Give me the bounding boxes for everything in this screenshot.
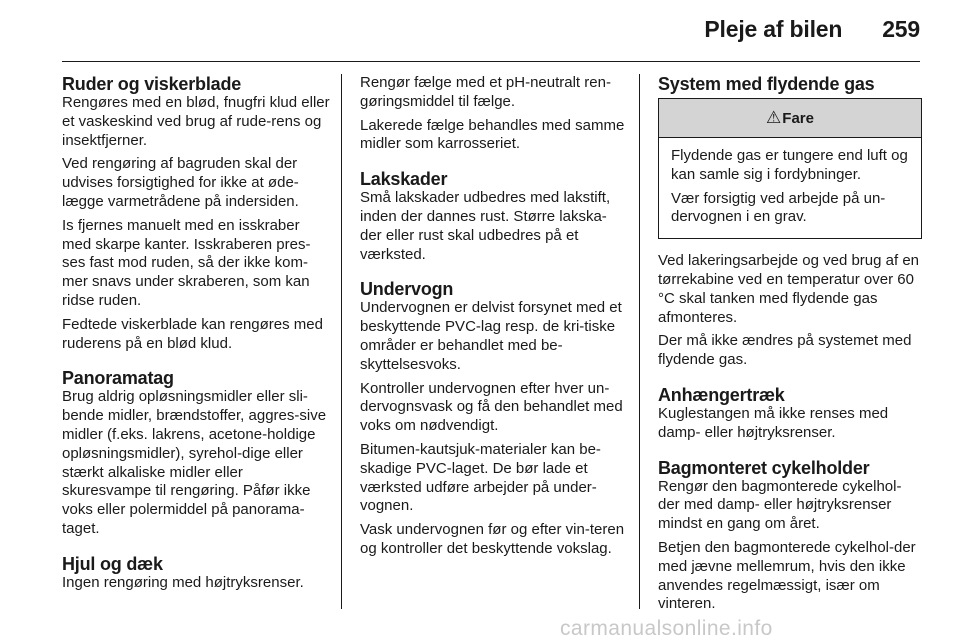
- warning-body: [659, 138, 921, 238]
- paragraph: Ved rengøring af bagruden skal der udvises forsigtighed for ikke at øde-lægge varmetrådene på indersiden.: [62, 155, 299, 210]
- paragraph: Ingen rengøring med højtryksrenser.: [62, 573, 304, 591]
- section-heading: Hjul og dæk: [62, 553, 163, 574]
- section-heading: Undervogn: [360, 279, 454, 300]
- section-undervogn: [360, 279, 628, 558]
- section-heading: Ruder og viskerblade: [62, 74, 242, 94]
- section-hjul-og-daek: [62, 554, 330, 593]
- paragraph: Betjen den bagmonterede cykelhol-der med jævne mellemrum, hvis den ikke anvendes regelmæssigt, især om vinteren.: [658, 538, 916, 613]
- column-2: [360, 74, 628, 574]
- paragraph: Bitumen-kautsjuk-materialer kan be-skadige PVC-laget. De bør lade et værksted udføre arbejder på under-vognen.: [360, 440, 601, 515]
- section-faelge-intro: [360, 74, 628, 154]
- paragraph: Is fjernes manuelt med en isskraber med skarpe kanter. Isskraberen pres-ses fast mod ruden, så der ikke kom-mer snavs under skraberen, som kan ridse ruden.: [62, 216, 311, 309]
- column-divider-2: [639, 74, 640, 609]
- paragraph: Brug aldrig opløsningsmidler eller sli-bende midler, brændstoffer, aggres-sive midler (f.eks. lakrens, acetone-holdige opløsningsmidler), syrehol-dige eller stærkt alkaliske midler eller skuresvampe til rengøring. Påfør ikke voks eller polermiddel på panorama-taget.: [62, 388, 327, 537]
- column-3: [658, 74, 922, 629]
- warning-paragraph: Vær forsigtig ved arbejde på un-dervognen i en grav.: [671, 189, 886, 226]
- section-lakskader: [360, 169, 628, 264]
- watermark: carmanualsonline.info: [560, 617, 773, 640]
- paragraph: Fedtede viskerblade kan rengøres med ruderens på en blød klud.: [62, 315, 323, 352]
- danger-warning-box: [658, 98, 922, 239]
- page-number: 259: [882, 16, 920, 42]
- section-heading: Panoramatag: [62, 368, 174, 389]
- section-cykelholder: [658, 458, 922, 615]
- warning-paragraph: Flydende gas er tungere end luft og kan samle sig i fordybninger.: [671, 147, 908, 183]
- column-divider-1: [341, 74, 342, 609]
- paragraph: Rengøres med en blød, fnugfri klud eller et vaskeskind ved brug af rude-rens og insektfjerner.: [62, 94, 330, 149]
- section-heading: Lakskader: [360, 169, 448, 190]
- section-panoramatag: [62, 368, 330, 538]
- paragraph: Ved lakeringsarbejde og ved brug af en tørrekabine ved en temperatur over 60 °C skal tanken med flydende gas afmonteres.: [658, 252, 920, 326]
- paragraph: Rengør den bagmonterede cykelhol-der med damp- eller højtryksrenser mindst en gang om året.: [658, 477, 902, 533]
- paragraph: Kuglestangen må ikke renses med damp- eller højtryksrenser.: [658, 404, 889, 441]
- section-heading: System med flydende gas: [658, 74, 875, 94]
- paragraph: Rengør fælge med et pH-neutralt ren-gøringsmiddel til fælge.: [360, 74, 611, 110]
- paragraph: Kontroller undervognen efter hver un-dervognsvask og få den behandlet med voks om nødvendigt.: [360, 379, 623, 435]
- paragraph: Undervognen er delvist forsynet med et beskyttende PVC-lag resp. de kri-tiske områder er behandlet med be-skyttelsesvoks.: [360, 299, 622, 373]
- column-1: [62, 74, 330, 608]
- paragraph: Lakerede fælge behandles med samme midler som karrosseriet.: [360, 116, 625, 153]
- warning-label: Fare: [782, 110, 814, 127]
- warning-triangle-icon: ⚠: [766, 108, 782, 127]
- section-anhaengertraek: [658, 385, 922, 443]
- paragraph: Vask undervognen før og efter vin-teren og kontroller det beskyttende vokslag.: [360, 521, 625, 557]
- warning-header: [659, 99, 921, 138]
- page-title: Pleje af bilen: [704, 16, 843, 42]
- page-header: [704, 16, 920, 43]
- paragraph: Små lakskader udbedres med lakstift, inden der dannes rust. Større lakska-der eller rust skal udbedres på et værksted.: [360, 189, 611, 263]
- section-heading: Bagmonteret cykelholder: [658, 457, 870, 478]
- section-heading: Anhængertræk: [658, 384, 785, 405]
- section-ruder-og-viskerblade: [62, 74, 330, 353]
- section-flydende-gas: [658, 74, 922, 370]
- header-rule: [62, 61, 920, 62]
- paragraph: Der må ikke ændres på systemet med flydende gas.: [658, 332, 912, 369]
